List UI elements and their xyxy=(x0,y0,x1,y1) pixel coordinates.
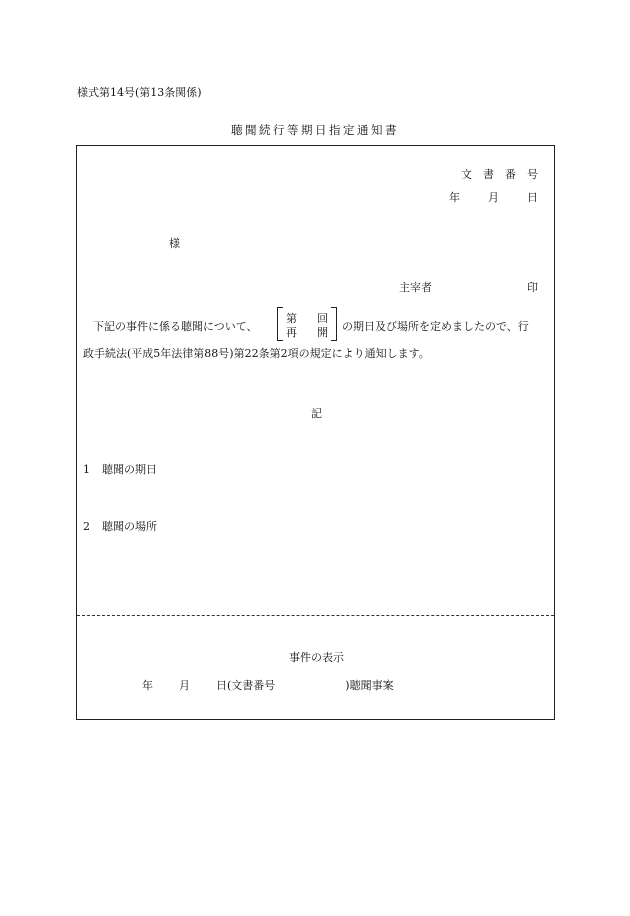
item-hearing-place xyxy=(83,518,157,534)
case-month: 月 xyxy=(179,679,190,692)
item-number: 1 xyxy=(83,463,90,476)
left-bracket xyxy=(277,307,283,341)
notice-frame xyxy=(76,145,555,720)
right-bracket xyxy=(331,307,337,341)
bracket-kai: 回 xyxy=(317,312,328,325)
issue-date xyxy=(449,189,538,205)
item-hearing-date xyxy=(83,461,157,477)
form-number: 様式第14号(第13条関係) xyxy=(77,86,202,99)
addressee-suffix: 様 xyxy=(169,237,180,250)
bracket-row-2 xyxy=(286,324,328,340)
body-line-1-pre: 下記の事件に係る聴聞について、 xyxy=(93,320,258,333)
issue-year: 年 xyxy=(449,191,460,204)
case-title: 事件の表示 xyxy=(289,651,344,664)
case-year: 年 xyxy=(142,679,153,692)
body-line-2: 政手続法(平成5年法律第88号)第22条第2項の規定により通知します。 xyxy=(83,347,430,360)
dashed-divider xyxy=(77,615,554,616)
item-label: 聴聞の期日 xyxy=(102,463,157,476)
bracket-dai: 第 xyxy=(286,312,297,325)
issue-day: 日 xyxy=(527,191,538,204)
item-label: 聴聞の場所 xyxy=(102,520,157,533)
bracket-sai: 再 xyxy=(286,326,297,339)
seal-label: 印 xyxy=(527,281,538,294)
case-day-docnum: 日(文書番号 xyxy=(216,679,276,692)
item-number: 2 xyxy=(83,520,90,533)
session-bracket xyxy=(277,307,337,341)
host-label: 主宰者 xyxy=(399,281,432,294)
case-suffix: )聴聞事案 xyxy=(345,679,394,692)
record-label: 記 xyxy=(311,407,322,420)
bracket-kai2: 開 xyxy=(317,326,328,339)
body-line-1-post: の期日及び場所を定めましたので、行 xyxy=(342,320,529,333)
doc-number-label: 文書番号 xyxy=(461,168,549,181)
document-title: 聴聞続行等期日指定通知書 xyxy=(231,123,399,137)
case-line xyxy=(142,677,394,693)
issue-month: 月 xyxy=(488,191,499,204)
